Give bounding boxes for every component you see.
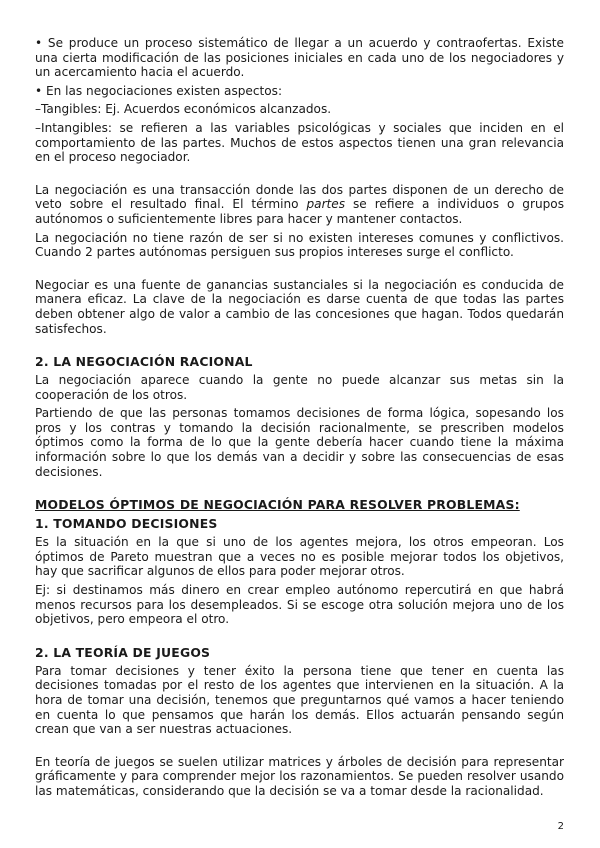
models-heading: MODELOS ÓPTIMOS DE NEGOCIACIÓN PARA RESOLVER PROBLEMAS: [35, 497, 520, 513]
games-paragraph-2: En teoría de juegos se suelen utilizar matrices y árboles de decisión para representar gráficamente y para comprender mejor los razonamientos. Se pueden resolver usando las matemáticas, considerando que la decisión se va a tomar desde la racionalidad. [35, 754, 564, 798]
intro-bullet-2: • En las negociaciones existen aspectos: [35, 83, 283, 98]
models-subheading-1: 1. TOMANDO DECISIONES [35, 516, 218, 532]
gains-paragraph: Negociar es una fuente de ganancias sustanciales si la negociación es conducida de manera eficaz. La clave de la negociación es darse cuenta de que todas las partes deben obtener algo de valor a cambio de las concesiones que hagan. Todos quedarán satisfechos. [35, 277, 564, 336]
definition-text-b: se refiere a individuos o grupos autónomos o suficientemente libres para hacer y mantener contactos. [35, 197, 564, 226]
models-paragraph-1: Es la situación en la que si uno de los agentes mejora, los otros empeoran. Los óptimos de Pareto muestran que a veces no es posible mejorar todos los objetivos, hay que sacrificar algunos de ellos para poder mejorar otros. [35, 535, 564, 579]
intro-bullet-1: • Se produce un proceso sistemático de llegar a un acuerdo y contraofertas. Existe una cierta modificación de las posiciones iniciales en cada uno de los negociadores y un acercamiento hacia el acuerdo. [35, 36, 564, 80]
definition-text-a: La negociación es una transacción donde las dos partes disponen de un derecho de veto sobre el resultado final. El término [35, 182, 564, 212]
rational-paragraph-1: La negociación aparece cuando la gente no puede alcanzar sus metas sin la cooperación de los otros. [35, 373, 564, 402]
rational-heading: 2. LA NEGOCIACIÓN RACIONAL [35, 354, 253, 370]
intro-intangibles: –Intangibles: se refieren a las variables psicológicas y sociales que inciden en el comportamiento de las partes. Muchos de estos aspectos tienen una gran relevancia en el proceso negociador. [35, 120, 564, 165]
games-paragraph-1: Para tomar decisiones y tener éxito la persona tiene que tener en cuenta las decisiones tomadas por el resto de los agentes que intervienen en la situación. A la hora de tomar una decisión, tenemos que preguntarnos qué vamos a hacer teniendo en cuenta lo que pensamos que harán los demás. Ellos actuarán pensando según crean que van a ser nuestras actuaciones. [35, 663, 564, 737]
games-heading: 2. LA TEORÍA DE JUEGOS [35, 644, 211, 660]
document-page [35, 36, 564, 799]
intro-tangibles: –Tangibles: Ej. Acuerdos económicos alcanzados. [35, 102, 332, 117]
rational-paragraph-2: Partiendo de que las personas tomamos decisiones de forma lógica, sopesando los pros y los contras y tomando la decisión racionalmente, se prescriben modelos óptimos como la forma de lo que la gente debería hacer cuando tiene la máxima información sobre lo que los demás van a decidir y sobre las consecuencias de esas decisiones. [35, 406, 564, 479]
definition-paragraph-2: La negociación no tiene razón de ser si no existen intereses comunes y conflictivos. Cuando 2 partes autónomas persiguen sus propios intereses surge el conflicto. [35, 230, 564, 260]
definition-emphasis: partes [306, 197, 346, 212]
models-paragraph-2: Ej: si destinamos más dinero en crear empleo autónomo repercutirá en que habrá menos recursos para los desempleados. Si se escoge otra solución mejora uno de los objetivos, pero empeora el otro. [35, 583, 564, 627]
definition-paragraph-1 [35, 183, 564, 227]
page-number: 2 [557, 821, 564, 832]
